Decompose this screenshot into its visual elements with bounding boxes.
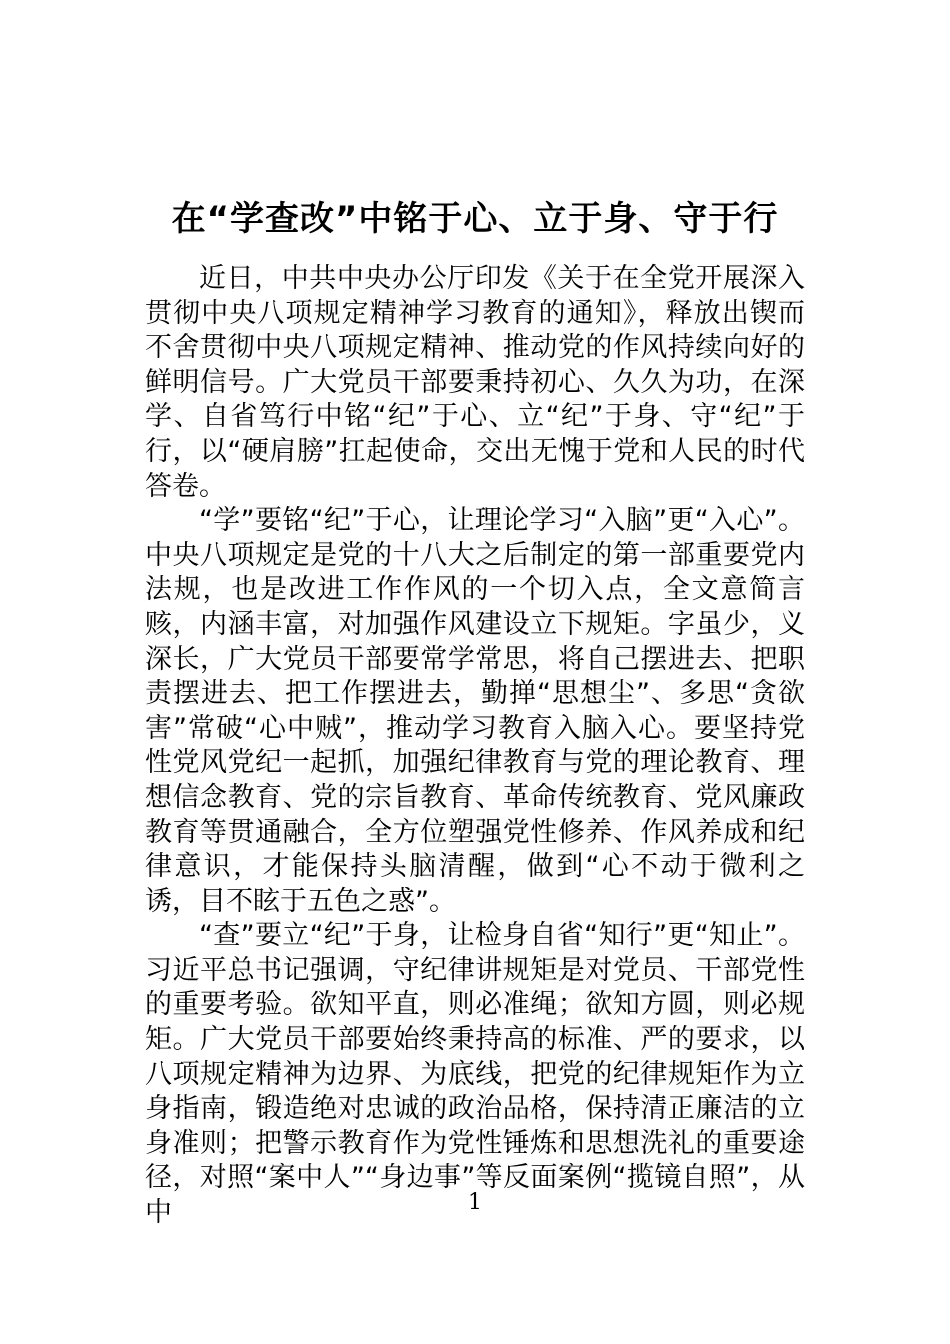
paragraph-study: “学”要铭“纪”于心，让理论学习“入脑”更“入心”。中央八项规定是党的十八大之后制定的第一部重要党内法规，也是改进工作作风的一个切入点，全文意简言赅，内涵丰富，对加强作风建设立下规矩。字虽少，义深长，广大党员干部要常学常思，将自己摆进去、把职责摆进去、把工作摆进去，勤掸“思想尘”、多思“贪欲害”常破“心中贼”，推动学习教育入脑入心。要坚持党性党风党纪一起抓，加强纪律教育与党的理论教育、理想信念教育、党的宗旨教育、革命传统教育、党风廉政教育等贯通融合，全方位塑强党性修养、作风养成和纪律意识，才能保持头脑清醒，做到“心不动于微利之诱，目不眩于五色之惑”。 [145,505,805,917]
document-title: 在“学查改”中铭于心、立于身、守于行 [171,198,779,239]
paragraph-intro: 近日，中共中央办公厅印发《关于在全党开展深入贯彻中央八项规定精神学习教育的通知》，释放出锲而不舍贯彻中央八项规定精神、推动党的作风持续向好的鲜明信号。广大党员干部要秉持初心、久久为功，在深学、自省笃行中铭“纪”于心、立“纪”于身、守“纪”于行，以“硬肩膀”扛起使命，交出无愧于党和人民的时代答卷。 [145,263,805,502]
paragraph-inspect: “查”要立“纪”于身，让检身自省“知行”更“知止”。习近平总书记强调，守纪律讲规矩是对党员、干部党性的重要考验。欲知平直，则必准绳；欲知方圆，则必规矩。广大党员干部要始终秉持高的标准、严的要求，以八项规定精神为边界、为底线，把党的纪律规矩作为立身指南，锻造绝对忠诚的政治品格，保持清正廉洁的立身准则；把警示教育作为党性锤炼和思想洗礼的重要途径，对照“案中人”“身边事”等反面案例“揽镜自照”，从中 [145,920,805,1229]
document-body [145,262,805,1231]
page-number: 1 [468,1190,482,1215]
